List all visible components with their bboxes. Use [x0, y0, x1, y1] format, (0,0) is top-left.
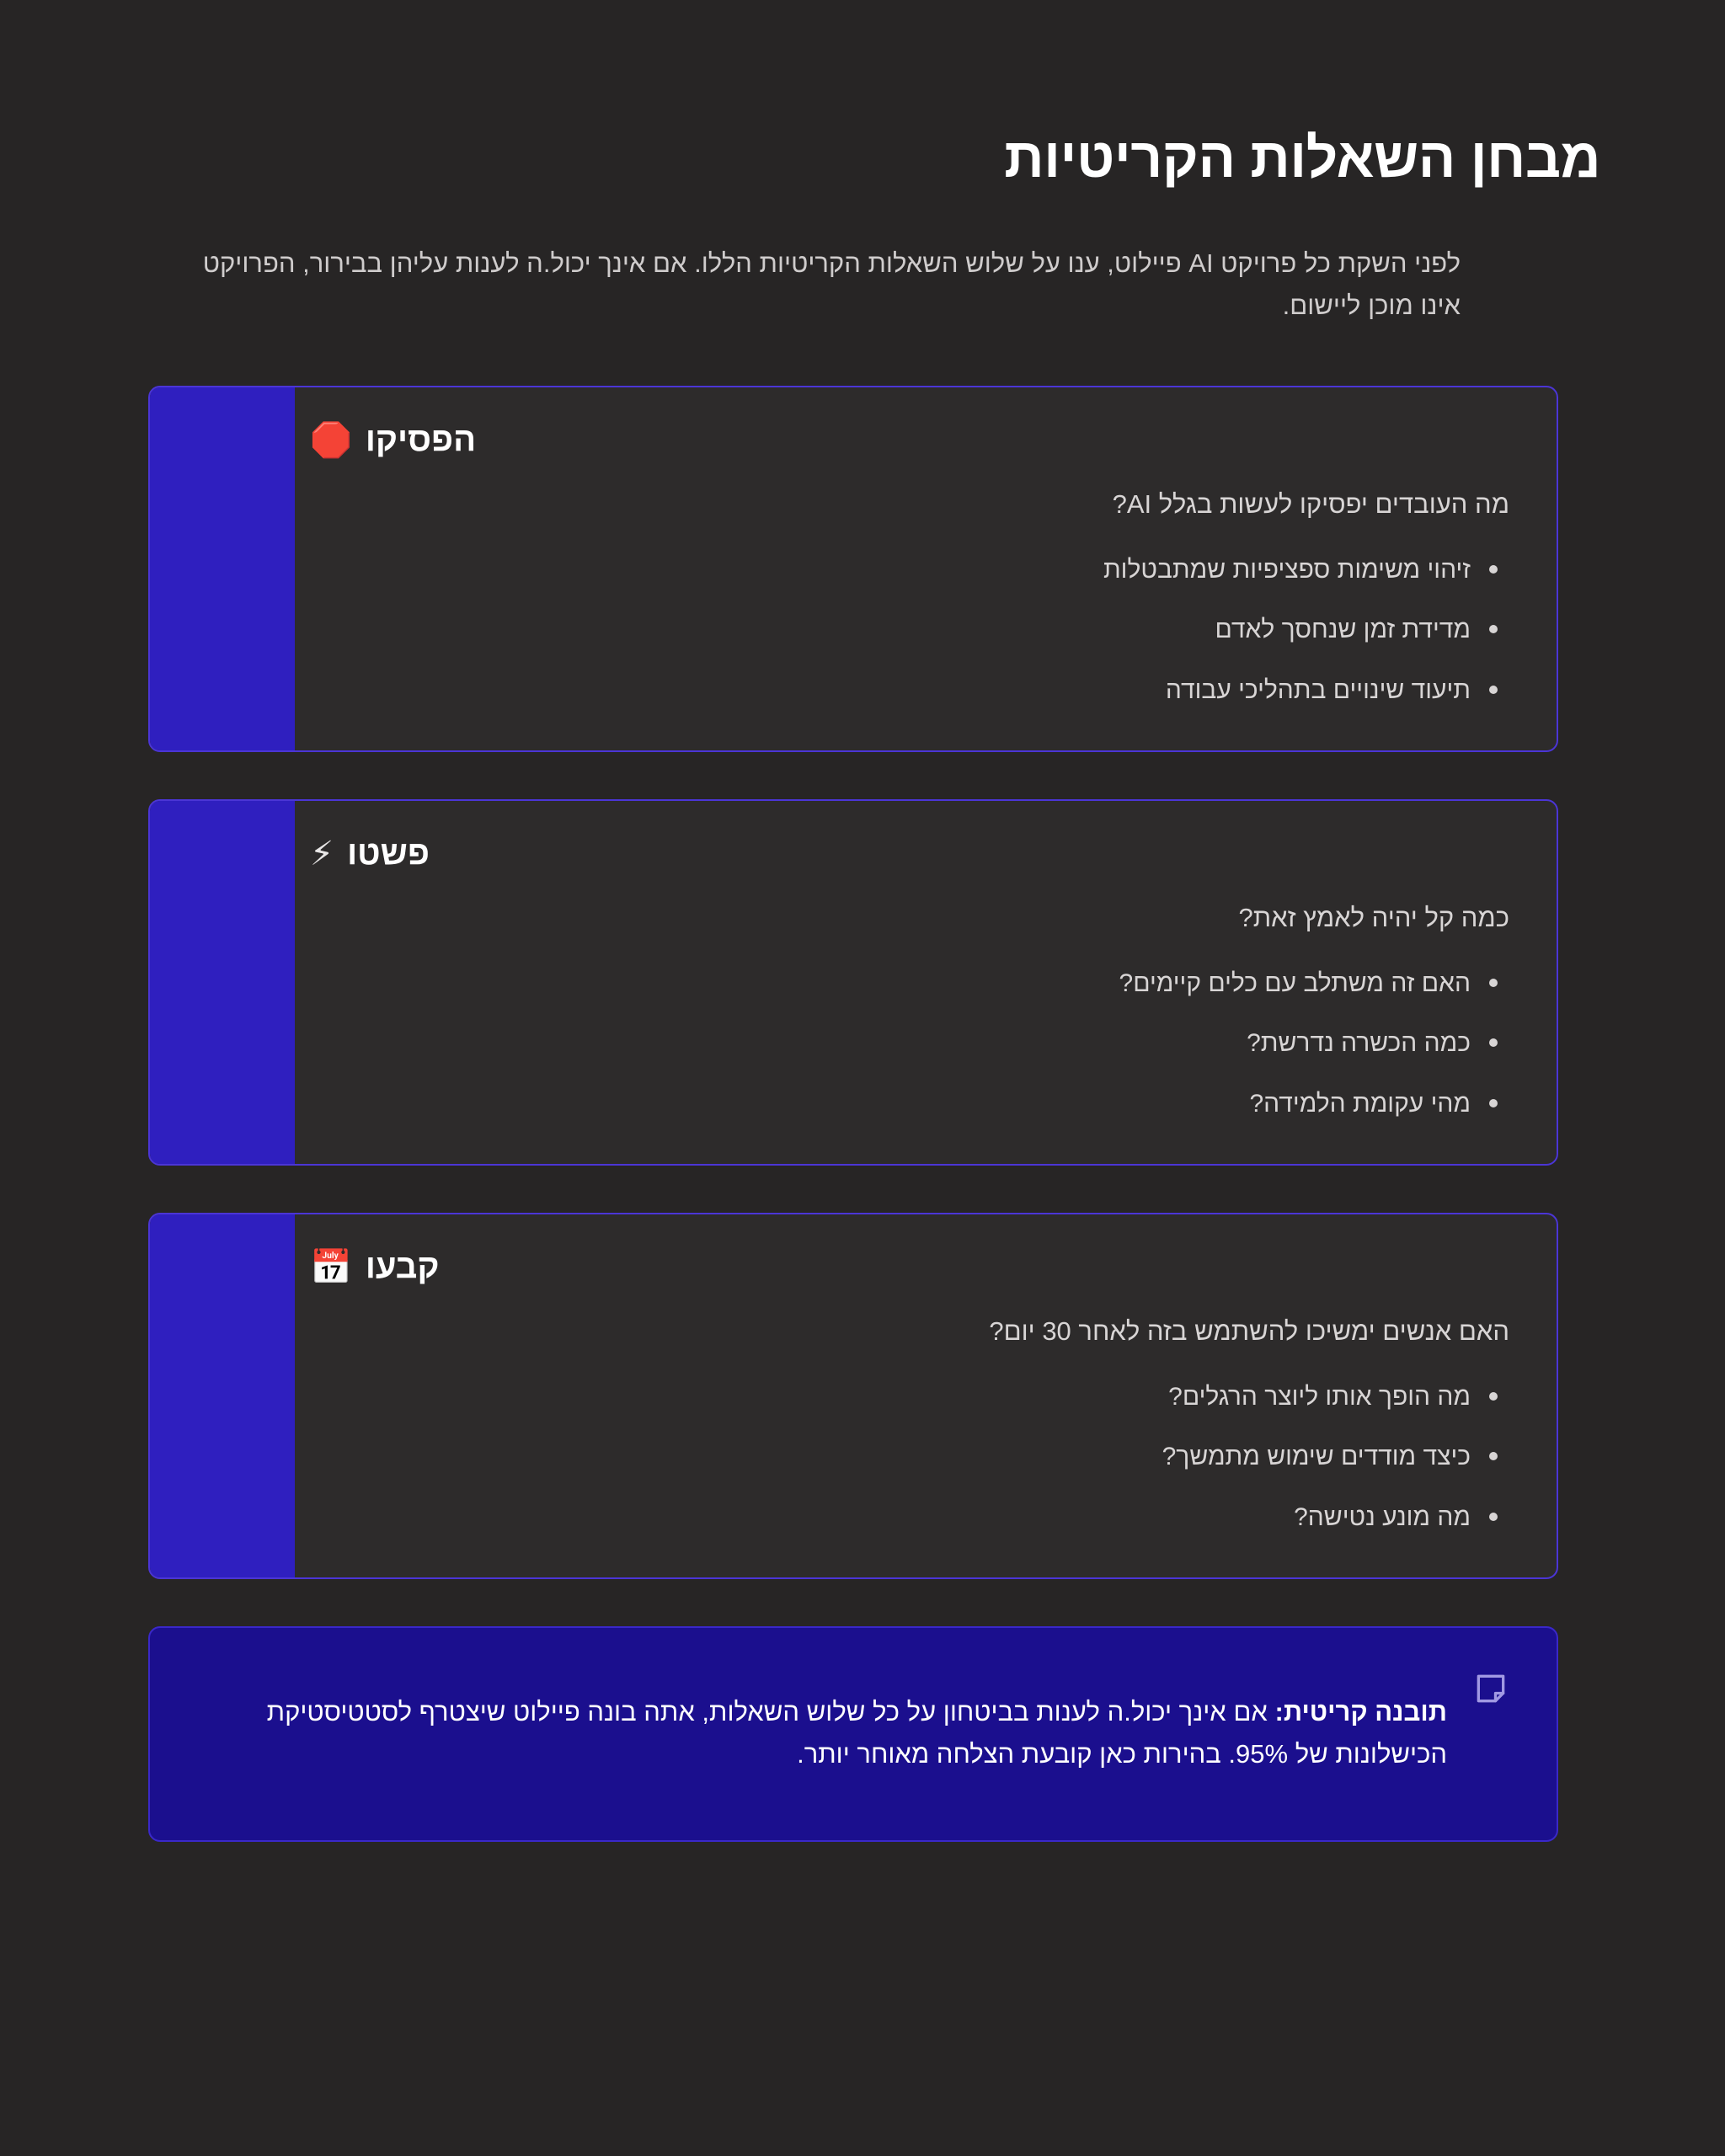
question-card	[148, 1213, 1558, 1579]
calendar-icon: 📅	[310, 1248, 352, 1286]
card-bullet-list	[310, 552, 1509, 709]
list-item: מהי עקומת הלמידה?	[310, 1086, 1509, 1123]
stop-sign-icon: 🛑	[310, 421, 352, 459]
list-item: תיעוד שינויים בתהליכי עבודה	[310, 672, 1509, 709]
list-item: מדידת זמן שנחסך לאדם	[310, 611, 1509, 648]
critical-insight-callout	[148, 1626, 1558, 1841]
list-item: כיצד מודדים שימוש מתמשך?	[310, 1438, 1509, 1476]
question-card	[148, 799, 1558, 1166]
card-accent-bar	[150, 1214, 295, 1577]
card-title: פשטו	[347, 835, 430, 873]
list-item: מה מונע נטישה?	[310, 1499, 1509, 1536]
card-question: כמה קל יהיה לאמץ זאת?	[1238, 903, 1509, 933]
card-title: קבעו	[365, 1248, 440, 1286]
list-item: האם זה משתלב עם כלים קיימים?	[310, 965, 1509, 1002]
list-item: זיהוי משימות ספציפיות שמתבטלות	[310, 552, 1509, 589]
list-item: כמה הכשרה נדרשת?	[310, 1025, 1509, 1062]
card-question: האם אנשים ימשיכו להשתמש בזה לאחר 30 יום?	[989, 1316, 1509, 1347]
intro-paragraph: לפני השקת כל פרויקט AI פיילוט, ענו על שלוש השאלות הקריטיות הללו. אם אינך יכול.ה לענות עליהן בבירור, הפרויקט אינו מוכן ליישום.	[202, 248, 1461, 321]
card-accent-bar	[150, 801, 295, 1164]
list-item: מה הופך אותו ליוצר הרגלים?	[310, 1379, 1509, 1416]
card-bullet-list	[310, 1379, 1509, 1536]
card-header	[310, 1248, 1509, 1286]
card-title: הפסיקו	[365, 421, 477, 459]
card-header	[310, 835, 1509, 873]
note-icon	[1472, 1670, 1509, 1707]
lightning-bolt-icon: ⚡	[310, 835, 334, 873]
question-card	[148, 386, 1558, 752]
page-title: מבחן השאלות הקריטיות	[1004, 126, 1600, 189]
callout-body: אם אינך יכול.ה לענות בביטחון על כל שלוש השאלות, אתה בונה פיילוט שיצטרף לסטטיסטיקת הכישלונות של 95%. בהירות כאן קובעת הצלחה מאוחר יותר.	[266, 1697, 1447, 1769]
card-question: מה העובדים יפסיקו לעשות בגלל AI?	[1112, 489, 1509, 520]
card-accent-bar	[150, 387, 295, 750]
card-bullet-list	[310, 965, 1509, 1123]
card-header	[310, 421, 1509, 459]
callout-label: תובנה קריטית:	[1274, 1697, 1447, 1727]
question-cards	[125, 386, 1600, 1579]
callout-text	[197, 1691, 1447, 1774]
